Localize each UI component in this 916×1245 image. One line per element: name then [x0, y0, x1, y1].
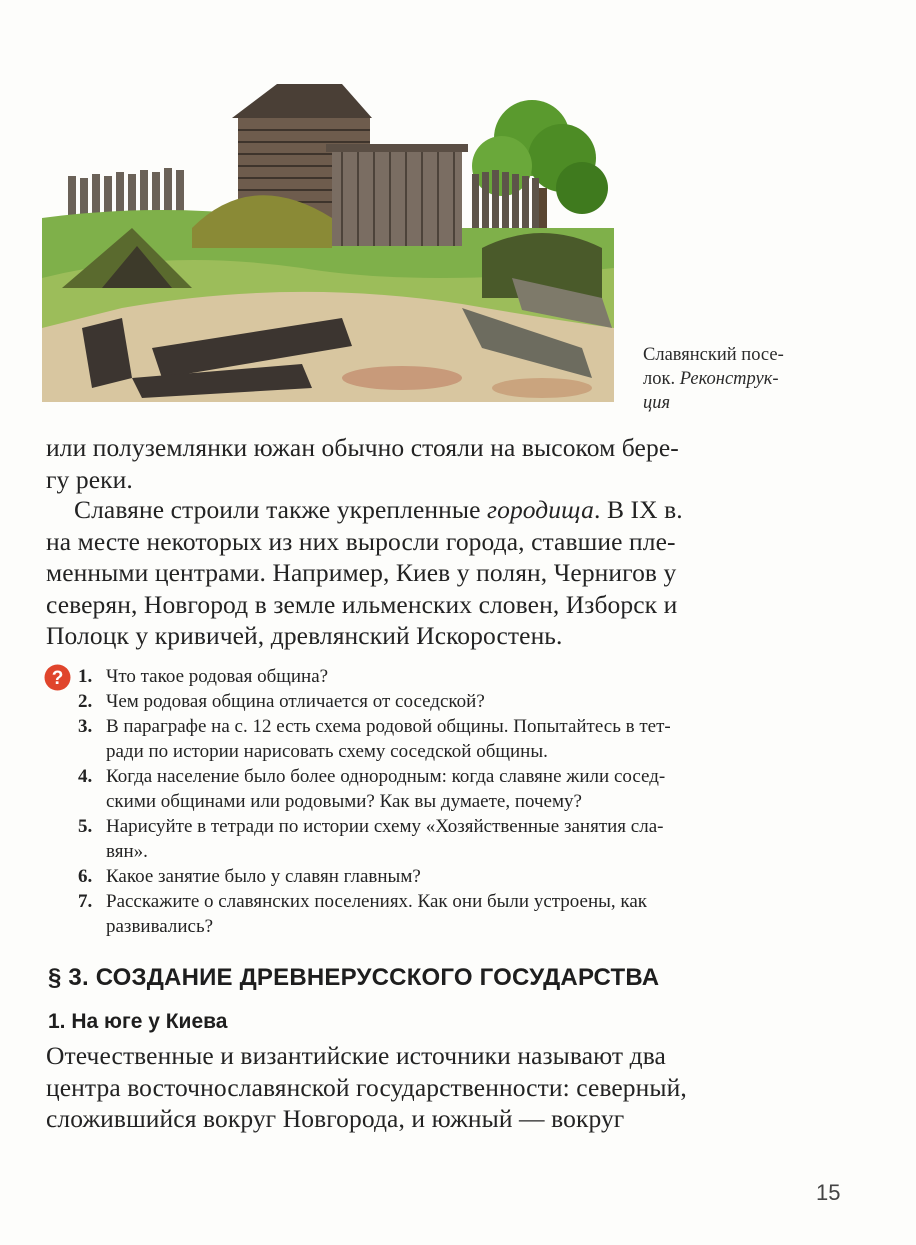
text-line: Полоцк у кривичей, древлянский Искоростень.: [46, 621, 563, 650]
caption-line: [643, 367, 863, 391]
question-line: Расскажите о славянских поселениях. Как они были устроены, как: [106, 891, 647, 912]
question-item: [78, 664, 848, 689]
question-line: вян».: [106, 841, 148, 862]
question-item: [78, 889, 848, 939]
question-line: Нарисуйте в тетради по истории схему «Хозяйственные занятия сла-: [106, 816, 664, 837]
question-text: [106, 714, 848, 764]
svg-text:?: ?: [51, 668, 64, 689]
question-number: 2.: [78, 691, 93, 712]
caption-line: ция: [643, 393, 671, 413]
question-line: Чем родовая община отличается от соседской?: [106, 691, 485, 712]
caption-text: лок.: [643, 369, 680, 389]
text-line: гу реки.: [46, 464, 133, 494]
question-item: [78, 864, 848, 889]
slavic-village-illustration: [42, 78, 614, 402]
text-line: центра восточнославянской государственности: северный,: [46, 1072, 687, 1102]
question-line: ради по истории нарисовать схему соседской общины.: [106, 741, 548, 762]
question-text: [106, 689, 848, 714]
question-line: Когда население было более однородным: когда славяне жили сосед-: [106, 766, 666, 787]
paragraph-sources: [46, 1040, 846, 1135]
italic-term: городища: [487, 495, 594, 524]
questions-list: [78, 664, 848, 939]
question-text: [106, 764, 848, 814]
question-line: Что такое родовая община?: [106, 666, 329, 687]
question-line: скими общинами или родовыми? Как вы думаете, почему?: [106, 791, 582, 812]
page-number: 15: [816, 1180, 841, 1205]
question-line: развивались?: [106, 916, 214, 937]
text-span: . В IX в.: [594, 495, 683, 524]
question-number: 6.: [78, 866, 93, 887]
barn: [326, 144, 468, 246]
question-text: [106, 889, 848, 939]
paragraph-continuation: [46, 432, 846, 495]
subsection-title: 1. На юге у Киева: [48, 1010, 228, 1033]
question-mark-icon: [44, 664, 71, 691]
question-number: 7.: [78, 891, 93, 912]
question-number: 3.: [78, 716, 93, 737]
question-text: [106, 814, 848, 864]
question-line: Какое занятие было у славян главным?: [106, 866, 421, 887]
text-line: [46, 494, 846, 526]
village-drawing: [42, 78, 614, 402]
question-text: [106, 864, 848, 889]
question-item: [78, 714, 848, 764]
text-line: северян, Новгород в земле ильменских словен, Изборск и: [46, 589, 678, 619]
text-span: Славяне строили также укрепленные: [74, 495, 488, 524]
text-line: или полуземлянки южан обычно стояли на высоком бере-: [46, 433, 679, 462]
question-item: [78, 689, 848, 714]
section-title: § 3. СОЗДАНИЕ ДРЕВНЕРУССКОГО ГОСУДАРСТВА: [48, 964, 660, 991]
question-item: [78, 764, 848, 814]
caption-line: Славянский посе-: [643, 345, 784, 365]
text-line: менными центрами. Например, Киев у полян, Чернигов у: [46, 558, 677, 587]
text-line: сложившийся вокруг Новгорода, и южный — вокруг: [46, 1104, 625, 1133]
question-number: 4.: [78, 766, 93, 787]
text-line: на месте некоторых из них выросли города, ставшие пле-: [46, 526, 676, 556]
question-line: В параграфе на с. 12 есть схема родовой общины. Попытайтесь в тет-: [106, 716, 671, 737]
paragraph-gorodishcha: [46, 494, 846, 652]
text-line: Отечественные и византийские источники называют два: [46, 1041, 666, 1070]
question-text: [106, 664, 848, 689]
question-number: 5.: [78, 816, 93, 837]
illustration-caption: [643, 343, 863, 415]
caption-italic: Реконструк-: [679, 369, 779, 389]
question-item: [78, 814, 848, 864]
question-number: 1.: [78, 666, 93, 687]
